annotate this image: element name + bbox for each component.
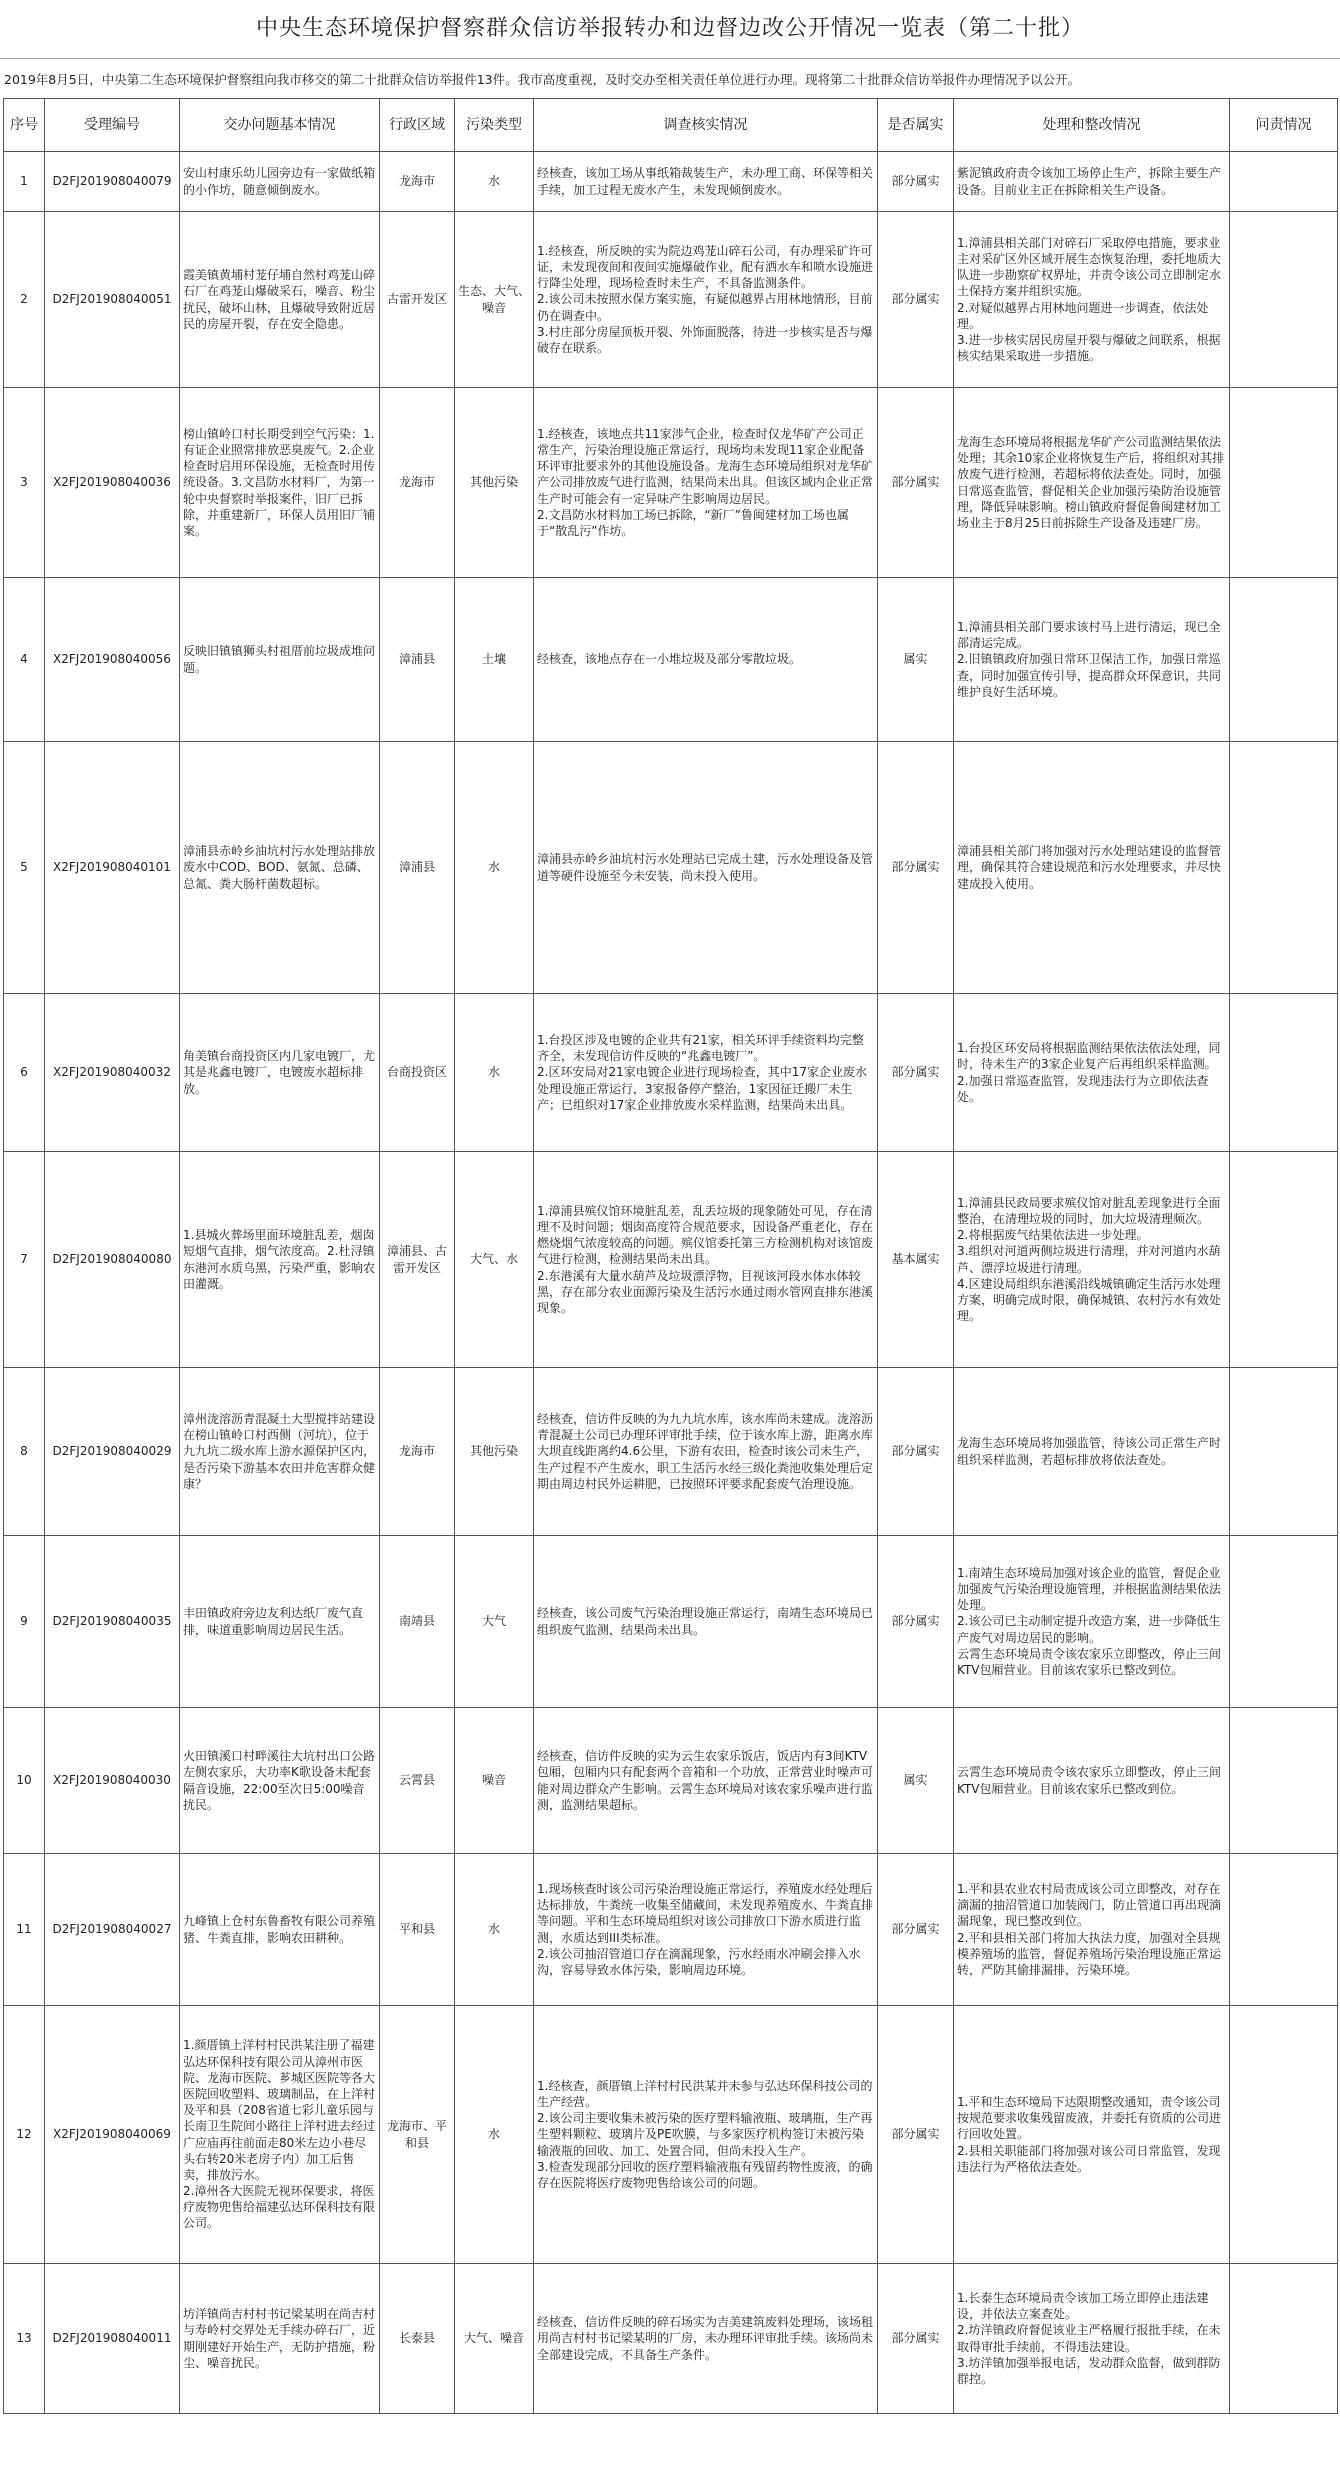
cell-accountability — [1230, 1368, 1338, 1536]
page-title: 中央生态环境保护督察群众信访举报转办和边督边改公开情况一览表（第二十批） — [0, 0, 1340, 59]
cell-action: 1.南靖生态环境局加强对该企业的监管，督促企业加强废气污染治理设施管理，并根据监测结果依法处理。 2.该公司已主动制定提升改造方案，进一步降低生产废气对周边居民的影响。 云霄生态环境局责令该农家乐立即整改，停止三间KTV包厢营业。目前该农家乐已整改到位。 — [954, 1536, 1230, 1708]
table-row — [4, 578, 1338, 742]
cell-verified: 部分属实 — [878, 2006, 954, 2264]
cell-finding: 经核查，信访件反映的碎石场实为吉美建筑废料处理场，该场租用尚吉村村书记梁某明的厂房，未办理环评审批手续。该场尚未全部建设完成，不具备生产条件。 — [534, 2264, 878, 2414]
cell-issue: 火田镇溪口村畔溪往大坑村出口公路左侧农家乐，大功率K歌设备未配套隔音设施，22:00至次日5:00噪音扰民。 — [180, 1708, 380, 1854]
cell-finding: 1.经核查，所反映的实为院边鸡茏山碎石公司，有办理采矿许可证，未发现夜间和夜间实施爆破作业，配有洒水车和喷水设施进行降尘处理，现场检查时未生产，不具备监测条件。 2.该公司未按照水保方案实施，有疑似越界占用林地情形，目前仍在调查中。 3.村庄部分房屋顶板开裂、外饰面脱落，待进一步核实是否与爆破存在联系。 — [534, 212, 878, 388]
cell-area: 南靖县 — [380, 1536, 455, 1708]
cell-action: 1.漳浦县相关部门对碎石厂采取停电措施，要求业主对采矿区外区域开展生态恢复治理，委托地质大队进一步勘察矿权界址，并责令该公司立即制定水土保持方案并组织实施。 2.对疑似越界占用林地问题进一步调查，依法处理。 3.进一步核实居民房屋开裂与爆破之间联系，根据核实结果采取进一步措施。 — [954, 212, 1230, 388]
cell-accountability — [1230, 152, 1338, 212]
cell-id: X2FJ201908040032 — [45, 994, 180, 1152]
cell-accountability — [1230, 2264, 1338, 2414]
cell-issue: 反映旧镇镇狮头村祖厝前垃圾成堆问题。 — [180, 578, 380, 742]
cell-verified: 部分属实 — [878, 994, 954, 1152]
cell-issue: 漳浦县赤岭乡油坑村污水处理站排放废水中COD、BOD、氨氮、总磷、总氮、粪大肠杆菌数超标。 — [180, 742, 380, 994]
cell-finding: 经核查，该地点存在一小堆垃圾及部分零散垃圾。 — [534, 578, 878, 742]
cell-area: 漳浦县 — [380, 742, 455, 994]
header-verified: 是否属实 — [878, 99, 954, 152]
cell-type: 噪音 — [455, 1708, 534, 1854]
cell-type: 水 — [455, 152, 534, 212]
cell-area: 台商投资区 — [380, 994, 455, 1152]
cell-finding: 1.经核查，颜厝镇上洋村村民洪某并未参与弘达环保科技公司的生产经营。 2.该公司主要收集未被污染的医疗塑料输液瓶、玻璃瓶，生产再生塑料颗粒、玻璃片及PE吹膜，与多家医疗机构签订未被污染输液瓶的回收、加工、处置合同，但尚未投入生产。 3.检查发现部分回收的医疗塑料输液瓶有残留药物性废液，的确存在医院将医疗废物兜售给该公司的问题。 — [534, 2006, 878, 2264]
cell-type: 土壤 — [455, 578, 534, 742]
cell-verified: 部分属实 — [878, 2264, 954, 2414]
table-row — [4, 388, 1338, 578]
table-row — [4, 212, 1338, 388]
header-id: 受理编号 — [45, 99, 180, 152]
table-header-row — [4, 99, 1338, 152]
cell-verified: 部分属实 — [878, 1536, 954, 1708]
cell-finding: 漳浦县赤岭乡油坑村污水处理站已完成土建，污水处理设备及管道等硬件设施至今未安装，尚未投入使用。 — [534, 742, 878, 994]
header-type: 污染类型 — [455, 99, 534, 152]
cell-type: 其他污染 — [455, 1368, 534, 1536]
cell-id: X2FJ201908040101 — [45, 742, 180, 994]
cell-area: 云霄县 — [380, 1708, 455, 1854]
cell-issue: 角美镇台商投资区内几家电镀厂，尤其是兆鑫电镀厂，电镀废水超标排放。 — [180, 994, 380, 1152]
cell-accountability — [1230, 1708, 1338, 1854]
cell-verified: 属实 — [878, 578, 954, 742]
cell-finding: 1.漳浦县殡仪馆环境脏乱差，乱丢垃圾的现象随处可见，存在清理不及时问题；烟囱高度符合规范要求，因设备严重老化，存在燃烧烟气浓度较高的问题。殡仪馆委托第三方检测机构对该馆废气进行检测，检测结果尚未出具。 2.东港溪有大量水葫芦及垃圾漂浮物，目视该河段水体水体较黑，存在部分农业面源污染及生活污水通过雨水管网直排东港溪现象。 — [534, 1152, 878, 1368]
cell-verified: 部分属实 — [878, 388, 954, 578]
cell-no: 7 — [4, 1152, 45, 1368]
table-row — [4, 1152, 1338, 1368]
cases-table — [3, 98, 1338, 2414]
cell-verified: 基本属实 — [878, 1152, 954, 1368]
cell-no: 2 — [4, 212, 45, 388]
cell-type: 水 — [455, 742, 534, 994]
cell-area: 长泰县 — [380, 2264, 455, 2414]
cell-area: 平和县 — [380, 1854, 455, 2006]
cell-type: 生态、大气、噪音 — [455, 212, 534, 388]
table-row — [4, 994, 1338, 1152]
header-area: 行政区域 — [380, 99, 455, 152]
cell-area: 龙海市、平和县 — [380, 2006, 455, 2264]
table-row — [4, 1854, 1338, 2006]
cell-verified: 部分属实 — [878, 1368, 954, 1536]
cell-issue: 1.颜厝镇上洋村村民洪某注册了福建弘达环保科技有限公司从漳州市医院、龙海市医院、芗城区医院等各大医院回收塑料、玻璃制品，在上洋村及平和县（208省道七彩儿童乐园与长南卫生院间小路往上洋村进去经过广应庙再往前面走80米左边小巷尽头右转20米老房子内）加工后售卖，排放污水。 2.漳州各大医院无视环保要求，将医疗废物兜售给福建弘达环保科技有限公司。 — [180, 2006, 380, 2264]
cell-action: 漳浦县相关部门将加强对污水处理站建设的监督管理，确保其符合建设规范和污水处理要求，并尽快建成投入使用。 — [954, 742, 1230, 994]
table-row — [4, 742, 1338, 994]
cell-issue: 丰田镇政府旁边友利达纸厂废气直排，味道重影响周边居民生活。 — [180, 1536, 380, 1708]
cell-id: D2FJ201908040027 — [45, 1854, 180, 2006]
table-row — [4, 1708, 1338, 1854]
table-row — [4, 152, 1338, 212]
header-finding: 调查核实情况 — [534, 99, 878, 152]
cell-accountability — [1230, 2006, 1338, 2264]
cell-action: 1.台投区环安局将根据监测结果依法依法处理，同时，待未生产的3家企业复产后再组织采样监测。 2.加强日常巡查监管，发现违法行为立即依法查处。 — [954, 994, 1230, 1152]
cell-verified: 部分属实 — [878, 152, 954, 212]
cell-verified: 部分属实 — [878, 212, 954, 388]
cell-id: D2FJ201908040011 — [45, 2264, 180, 2414]
cell-verified: 属实 — [878, 1708, 954, 1854]
cell-action: 云霄生态环境局责令该农家乐立即整改，停止三间KTV包厢营业。目前该农家乐已整改到位。 — [954, 1708, 1230, 1854]
cell-no: 12 — [4, 2006, 45, 2264]
cell-verified: 部分属实 — [878, 742, 954, 994]
cell-id: D2FJ201908040080 — [45, 1152, 180, 1368]
header-no: 序号 — [4, 99, 45, 152]
cell-accountability — [1230, 578, 1338, 742]
cell-type: 水 — [455, 2006, 534, 2264]
table-row — [4, 2264, 1338, 2414]
cell-issue: 安山村康乐幼儿园旁边有一家做纸箱的小作坊，随意倾倒废水。 — [180, 152, 380, 212]
cell-id: X2FJ201908040056 — [45, 578, 180, 742]
cell-no: 11 — [4, 1854, 45, 2006]
cell-id: D2FJ201908040079 — [45, 152, 180, 212]
cell-action: 龙海生态环境局将加强监管，待该公司正常生产时组织采样监测，若超标排放将依法查处。 — [954, 1368, 1230, 1536]
cell-area: 龙海市 — [380, 388, 455, 578]
cell-area: 龙海市 — [380, 152, 455, 212]
cell-type: 大气 — [455, 1536, 534, 1708]
cell-area: 古雷开发区 — [380, 212, 455, 388]
cell-finding: 1.现场核查时该公司污染治理设施正常运行，养殖废水经处理后达标排放，牛粪统一收集至储藏间，未发现养殖废水、牛粪直排等问题。平和生态环境局组织对该公司排放口下游水质进行监测，水质达到III类标准。 2.该公司抽沼管道口存在滴漏现象，污水经雨水冲刷会排入水沟，容易导致水体污染，影响周边环境。 — [534, 1854, 878, 2006]
cell-issue: 坊洋镇尚吉村村书记梁某明在尚吉村与寿岭村交界处无手续办碎石厂，近期刚建好开始生产，无防护措施，粉尘、噪音扰民。 — [180, 2264, 380, 2414]
cell-issue: 榜山镇岭口村长期受到空气污染：1.有证企业照常排放恶臭废气。2.企业检查时启用环保设施，无检查时用传统设备。3.文昌防水材料厂，为第一轮中央督察时举报案件，旧厂已拆除，并重建新厂，环保人员用旧厂铺案。 — [180, 388, 380, 578]
cell-area: 龙海市 — [380, 1368, 455, 1536]
cell-action: 1.平和县农业农村局责成该公司立即整改，对存在滴漏的抽沼管道口加装阀门，防止管道口再出现滴漏现象，现已整改到位。 2.平和县相关部门将加大执法力度，加强对全县规模养殖场的监管，督促养殖场污染治理设施正常运转，严防其偷排漏排，污染环境。 — [954, 1854, 1230, 2006]
cell-id: X2FJ201908040030 — [45, 1708, 180, 1854]
cell-type: 水 — [455, 994, 534, 1152]
cell-issue: 霞美镇黄埔村茏仔埔自然村鸡茏山碎石厂在鸡茏山爆破采石，噪音、粉尘扰民，破坏山林，且爆破导致附近居民的房屋开裂，存在安全隐患。 — [180, 212, 380, 388]
table-row — [4, 2006, 1338, 2264]
header-action: 处理和整改情况 — [954, 99, 1230, 152]
cell-accountability — [1230, 212, 1338, 388]
cell-finding: 1.台投区涉及电镀的企业共有21家，相关环评手续资料均完整齐全，未发现信访件反映的“兆鑫电镀厂”。 2.区环安局对21家电镀企业进行现场检查，其中17家企业废水处理设施正常运行，3家报备停产整治，1家因征迁搬厂未生产；已组织对17家企业排放废水采样监测，结果尚未出具。 — [534, 994, 878, 1152]
cell-action: 1.漳浦县相关部门要求该村马上进行清运，现已全部清运完成。 2.旧镇镇政府加强日常环卫保洁工作，加强日常巡查，同时加强宣传引导，提高群众环保意识，共同维护良好生活环境。 — [954, 578, 1230, 742]
cell-type: 大气、噪音 — [455, 2264, 534, 2414]
cell-accountability — [1230, 1152, 1338, 1368]
cell-type: 水 — [455, 1854, 534, 2006]
cell-action: 龙海生态环境局将根据龙华矿产公司监测结果依法处理；其余10家企业将恢复生产后，将组织对其排放废气进行检测，若超标将依法查处。同时，加强日常巡查监管，督促相关企业加强污染防治设施管理，降低异味影响。榜山镇政府督促鲁闽建材加工场业主于8月25日前拆除生产设备及违建厂房。 — [954, 388, 1230, 578]
table-row — [4, 1368, 1338, 1536]
cell-no: 10 — [4, 1708, 45, 1854]
cell-finding: 经核查，信访件反映的实为云生农家乐饭店，饭店内有3间KTV包厢，包厢内只有配套两个音箱和一个功放，正常营业时噪声可能对周边群众产生影响。云霄生态环境局对该农家乐噪声进行监测，监测结果超标。 — [534, 1708, 878, 1854]
cell-id: D2FJ201908040051 — [45, 212, 180, 388]
header-issue: 交办问题基本情况 — [180, 99, 380, 152]
cell-area: 漳浦县、古雷开发区 — [380, 1152, 455, 1368]
cell-id: X2FJ201908040069 — [45, 2006, 180, 2264]
cell-no: 6 — [4, 994, 45, 1152]
cell-id: D2FJ201908040029 — [45, 1368, 180, 1536]
cell-no: 13 — [4, 2264, 45, 2414]
cell-finding: 经核查，该加工场从事纸箱裁装生产，未办理工商、环保等相关手续，加工过程无废水产生，未发现倾倒废水。 — [534, 152, 878, 212]
cell-type: 大气、水 — [455, 1152, 534, 1368]
cell-finding: 1.经核查，该地点共11家涉气企业，检查时仅龙华矿产公司正常生产，污染治理设施正常运行，现场均未发现11家企业配备环评审批要求外的其他设施设备。龙海生态环境局组织对龙华矿产公司排放废气进行监测，结果尚未出具。但该区域内企业正常生产时可能会有一定异味产生影响周边居民。 2.文昌防水材料加工场已拆除，“新厂”鲁闽建材加工场也属于“散乱污”作坊。 — [534, 388, 878, 578]
cell-issue: 漳州泷溶沥青混凝土大型搅拌站建设在榜山镇岭口村西侧（河坑），位于九九坑二级水库上游水源保护区内，是否污染下游基本农田并危害群众健康？ — [180, 1368, 380, 1536]
cell-action: 1.漳浦县民政局要求殡仪馆对脏乱差现象进行全面整治，在清理垃圾的同时，加大垃圾清理频次。 2.将根据废气结果依法进一步处理。 3.组织对河道两侧垃圾进行清理，并对河道内水葫芦、漂浮垃圾进行清理。 4.区建设局组织东港溪沿线城镇确定生活污水处理方案，明确完成时限，确保城镇、农村污水有效处理。 — [954, 1152, 1230, 1368]
cell-accountability — [1230, 1536, 1338, 1708]
cell-action: 1.平和生态环境局下达限期整改通知，责令该公司按规范要求收集残留废液，并委托有资质的公司进行回收处置。 2.县相关职能部门将加强对该公司日常监管，发现违法行为严格依法查处。 — [954, 2006, 1230, 2264]
cell-no: 4 — [4, 578, 45, 742]
intro-paragraph: 2019年8月5日，中央第二生态环境保护督察组向我市移交的第二十批群众信访举报件13件。我市高度重视，及时交办至相关责任单位进行办理。现将第二十批群众信访举报件办理情况予以公开。 — [4, 72, 1081, 87]
header-accountability: 问责情况 — [1230, 99, 1338, 152]
cell-type: 其他污染 — [455, 388, 534, 578]
cell-accountability — [1230, 742, 1338, 994]
cell-finding: 经核查，该公司废气污染治理设施正常运行，南靖生态环境局已组织废气监测，结果尚未出具。 — [534, 1536, 878, 1708]
cell-verified: 部分属实 — [878, 1854, 954, 2006]
cell-id: D2FJ201908040035 — [45, 1536, 180, 1708]
cell-finding: 经核查，信访件反映的为九九坑水库，该水库尚未建成。泷溶沥青混凝土公司已办理环评审批手续，位于该水库上游，距离水库大坝直线距离约4.6公里，下游有农田，检查时该公司未生产，生产过程不产生废水，职工生活污水经三级化粪池收集处理后定期由周边村民外运耕肥，已按照环评要求配套废气治理设施。 — [534, 1368, 878, 1536]
cell-issue: 1.县城火葬场里面环境脏乱差，烟囱短烟气直排，烟气浓度高。2.杜浔镇东港河水质乌黑，污染严重，影响农田灌溉。 — [180, 1152, 380, 1368]
cell-area: 漳浦县 — [380, 578, 455, 742]
cell-no: 8 — [4, 1368, 45, 1536]
cell-accountability — [1230, 1854, 1338, 2006]
cell-no: 9 — [4, 1536, 45, 1708]
cell-accountability — [1230, 388, 1338, 578]
cell-no: 3 — [4, 388, 45, 578]
cell-action: 紫泥镇政府责令该加工场停止生产，拆除主要生产设备。目前业主正在拆除相关生产设备。 — [954, 152, 1230, 212]
cell-action: 1.长泰生态环境局责令该加工场立即停止违法建设，并依法立案查处。 2.坊洋镇政府督促该业主严格履行报批手续，在未取得审批手续前，不得违法建设。 3.坊洋镇加强举报电话，发动群众监督，做到群防群控。 — [954, 2264, 1230, 2414]
table-row — [4, 1536, 1338, 1708]
cell-no: 1 — [4, 152, 45, 212]
cell-id: X2FJ201908040036 — [45, 388, 180, 578]
cell-issue: 九峰镇上仓村东鲁畜牧有限公司养殖猪、牛粪直排，影响农田耕种。 — [180, 1854, 380, 2006]
cell-no: 5 — [4, 742, 45, 994]
cell-accountability — [1230, 994, 1338, 1152]
